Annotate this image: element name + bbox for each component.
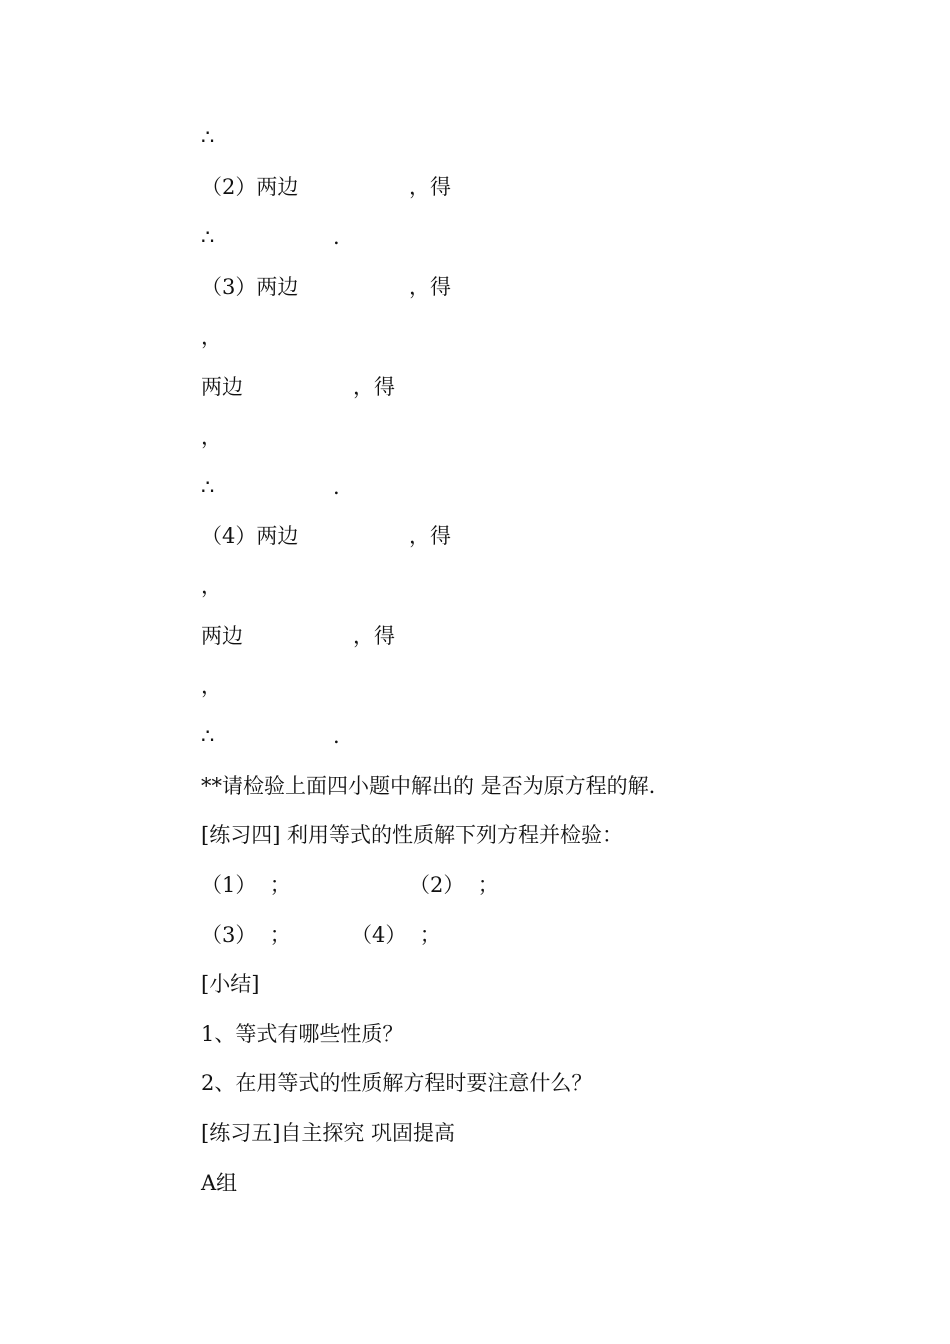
therefore-symbol: ∴ [201,475,215,499]
comma: ， [201,674,222,698]
period: . [333,225,340,249]
comma: ， [201,425,222,449]
period: . [333,475,340,499]
exercise-4-item-1: （1） ； [201,873,291,897]
exercise-4-item-3: （3） ； [201,923,291,947]
exercise-4-title: [练习四] 利用等式的性质解下列方程并检验： [201,823,624,847]
period: . [333,724,340,748]
therefore-symbol: ∴ [201,225,215,249]
check-instruction-text: **请检验上面四小题中解出的 是否为原方程的解. [201,774,656,798]
summary-question-2-text: 2、在用等式的性质解方程时要注意什么？ [201,1071,593,1095]
both-sides-label: 两边 [201,624,243,648]
exercise-5-title: [练习五]自主探究 巩固提高 [201,1121,456,1145]
therefore-symbol: ∴ [201,125,215,149]
step-2-label: （2）两边 [201,175,299,199]
step-2-result: ，得 [409,175,451,199]
step-4-result: ，得 [409,524,451,548]
summary-question-1-text: 1、等式有哪些性质？ [201,1022,404,1046]
both-sides-result: ，得 [353,375,395,399]
both-sides-result: ，得 [353,624,395,648]
therefore-symbol: ∴ [201,724,215,748]
exercise-4-item-4: （4） ； [351,923,441,947]
exercise-4-item-2: （2） ； [409,873,499,897]
both-sides-label: 两边 [201,375,243,399]
group-a-heading [201,1168,238,1258]
step-3-result: ，得 [409,275,451,299]
step-4-label: （4）两边 [201,524,299,548]
summary-title: [小结] [201,972,260,996]
group-a-title: A组 [201,1171,238,1195]
comma: ， [201,574,222,598]
comma: ， [201,325,222,349]
step-3-label: （3）两边 [201,275,299,299]
